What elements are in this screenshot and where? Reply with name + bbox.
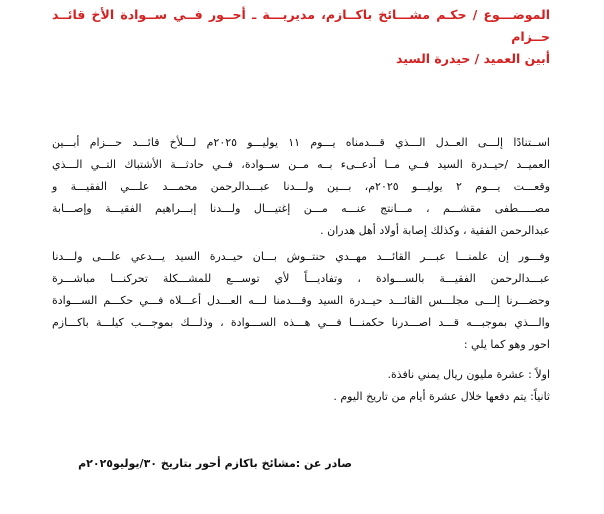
paragraph2-line: احور وهو كما يلي : <box>463 338 550 351</box>
signature: صادر عن :مشائخ باكازم أحور بتاريخ ٣٠/يوليو٢٠٢٥م <box>78 457 352 470</box>
paragraph1-line: العميــد /حيــدرة السيد فــي مــا أدعــىء بــه مــن ســوادة، فــي حادثـــة الأشتباك التــي الـــذي <box>52 158 550 171</box>
document <box>52 0 550 408</box>
paragraph2-line: عبـــدالرحمن الفقيـــة بالســـوادة ، وتفاديـــاً لأي توســـع للمشـــكلة تحركنـــا مباشـــرة <box>52 272 550 285</box>
paragraph1-line: مصـــــطفى مقشـــم ، مـــانتج عنـــه مـــن إغتيـــال ولـــدنا إبـــراهيم الفقيـــة وإصـــابة <box>52 202 550 215</box>
paragraph-1 <box>52 132 550 242</box>
paragraph2-line: والـــذي بموجبـــه قـــد اصـــدرنا حكمنـــا فـــي هـــذه الســـوادة ، وذلـــك بموجـــب كيلـــة باكـــازم <box>52 316 550 329</box>
paragraph2-line: وفـــور إن علمنـــا عبـــر القائـــد مهــدي حنتــوش بـــان حيــدرة السيد يـــدعي علـــى ولـــدنا <box>52 250 550 263</box>
subject-line-1: الموضـــوع / حكـم مشـــائخ باكــازم، مديريـــة ـ أحــور فــي ســوادة الأخ قائــد حــزام <box>52 7 550 44</box>
item-first: اولاً : عشرة مليون ريال يمني نافذة. <box>387 368 550 381</box>
subject-line-2: أبين العميد / حيدرة السيد <box>396 51 550 66</box>
paragraph-2 <box>52 246 550 356</box>
item-second: ثانياً: يتم دفعها خلال عشرة أيام من تاريخ اليوم . <box>333 390 550 403</box>
paragraph1-line: عبدالرحمن الفقية ، وكذلك إصابة أولاد أهل هدران . <box>320 224 550 237</box>
signature-block <box>56 454 352 514</box>
paragraph2-line: وحضـــرنا إلـــى مجلـــس القائـــد حيــدرة السيد وقـــدمنا لـــه العـــدل أعـــلاه فـــي حكـــم الســـوادة <box>52 294 550 307</box>
paragraph1-line: اســتنادًا إلـــى العــدل الـــذي قـــدمناه يـــوم ١١ يوليـــو ٢٠٢٥م لـــلأخ قائـــد حـــزام أبـــين <box>52 136 550 149</box>
paragraph1-line: وقعـــت يـــوم ٢ يوليـــو ٢٠٢٥م، بـــين ولـــدنا عبـــدالرحمن محمـــد علـــي الفقيـــة و <box>52 180 550 193</box>
